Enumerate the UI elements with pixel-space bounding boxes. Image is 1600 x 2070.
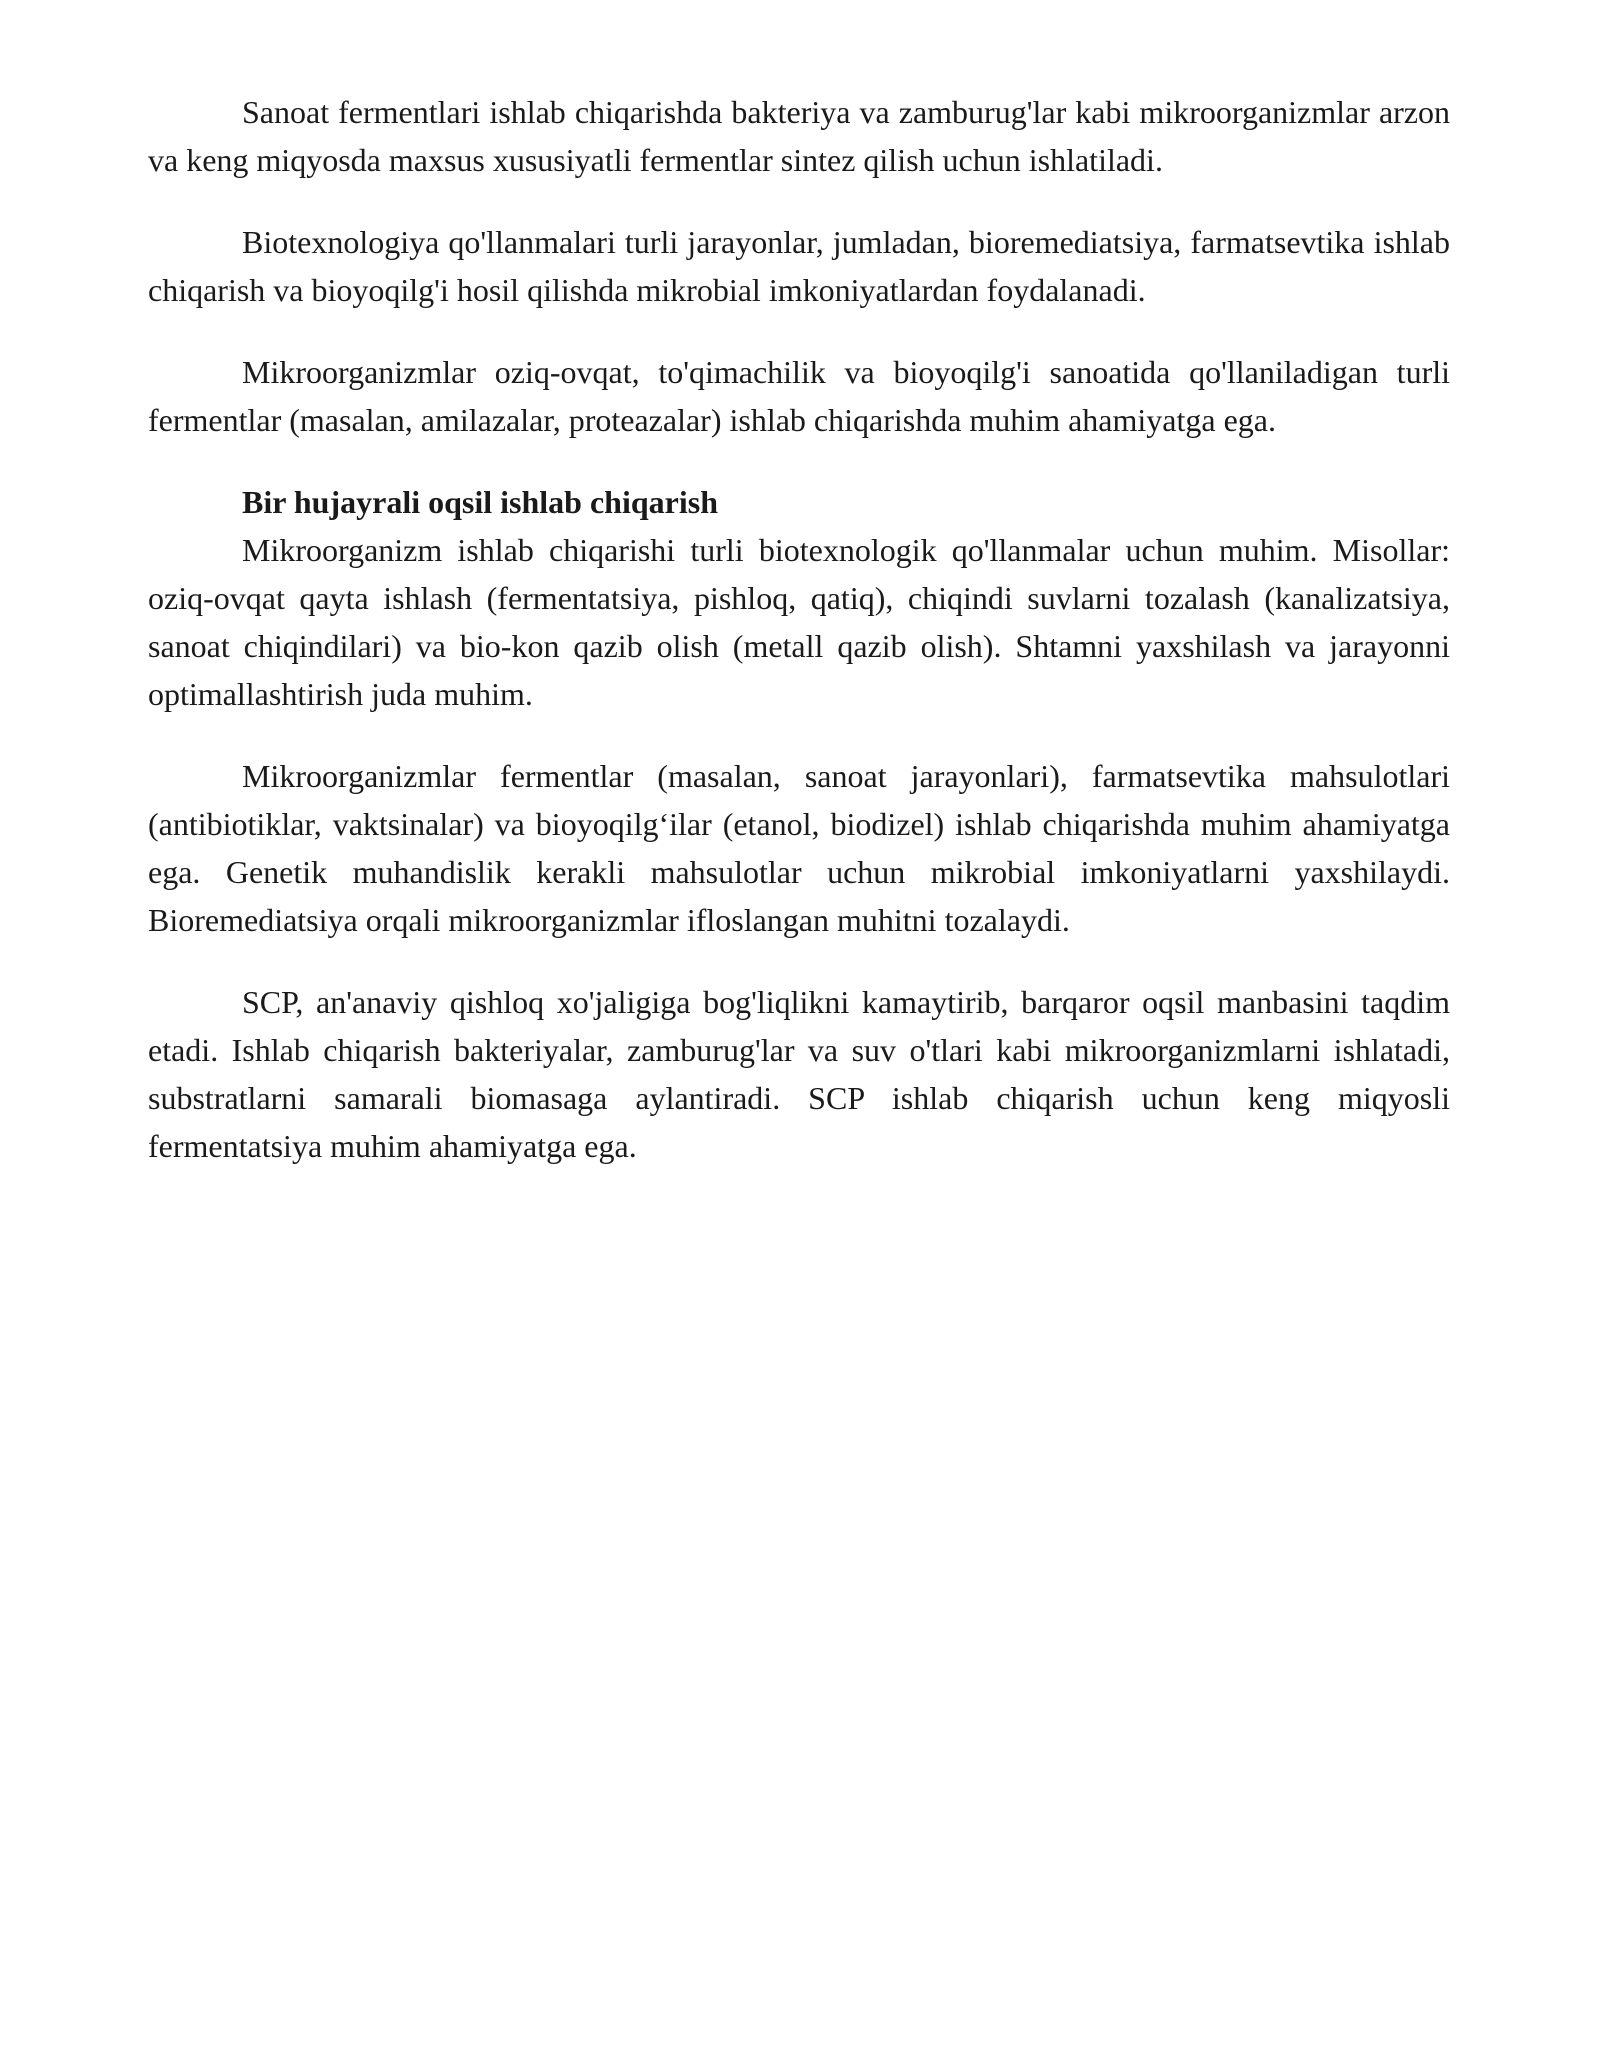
paragraph-industrial-enzymes: Sanoat fermentlari ishlab chiqarishda bakteriya va zamburug'lar kabi mikroorganizmlar arzon va keng miqyosda maxsus xususiyatli fermentlar sintez qilish uchun ishlatiladi. <box>148 94 1450 178</box>
paragraph-microorganism-production: Mikroorganizm ishlab chiqarishi turli biotexnologik qo'llanmalar uchun muhim. Misollar: oziq-ovqat qayta ishlash (fermentatsiya, pishloq, qatiq), chiqindi suvlarni tozalash (kanalizatsiya, sanoat chiqindilari) va bio-kon qazib olish (metall qazib olish). Shtamni yaxshilash va jarayonni optimallashtirish juda muhim. <box>148 532 1450 712</box>
paragraph-microbial-products: Mikroorganizmlar fermentlar (masalan, sanoat jarayonlari), farmatsevtika mahsulotlari (antibiotiklar, vaktsinalar) va bioyoqilg‘ilar (etanol, biodizel) ishlab chiqarishda muhim ahamiyatga ega. Genetik muhandislik kerakli mahsulotlar uchun mikrobial imkoniyatlarni yaxshilaydi. Bioremediatsiya orqali mikroorganizmlar ifloslangan muhitni tozalaydi. <box>148 758 1450 938</box>
paragraph-biotech-applications: Biotexnologiya qo'llanmalari turli jarayonlar, jumladan, bioremediatsiya, farmatsevtika ishlab chiqarish va bioyoqilg'i hosil qilishda mikrobial imkoniyatlardan foydalanadi. <box>148 224 1450 308</box>
document-page <box>148 88 1450 1204</box>
paragraph-enzyme-production: Mikroorganizmlar oziq-ovqat, to'qimachilik va bioyoqilg'i sanoatida qo'llaniladigan turli fermentlar (masalan, amilazalar, proteazalar) ishlab chiqarishda muhim ahamiyatga ega. <box>148 354 1450 438</box>
section-heading: Bir hujayrali oqsil ishlab chiqarish <box>242 484 718 520</box>
paragraph-scp: SCP, an'anaviy qishloq xo'jaligiga bog'liqlikni kamaytirib, barqaror oqsil manbasini taqdim etadi. Ishlab chiqarish bakteriyalar, zamburug'lar va suv o'tlari kabi mikroorganizmlarni ishlatadi, substratlarni samarali biomasaga aylantiradi. SCP ishlab chiqarish uchun keng miqyosli fermentatsiya muhim ahamiyatga ega. <box>148 984 1450 1164</box>
